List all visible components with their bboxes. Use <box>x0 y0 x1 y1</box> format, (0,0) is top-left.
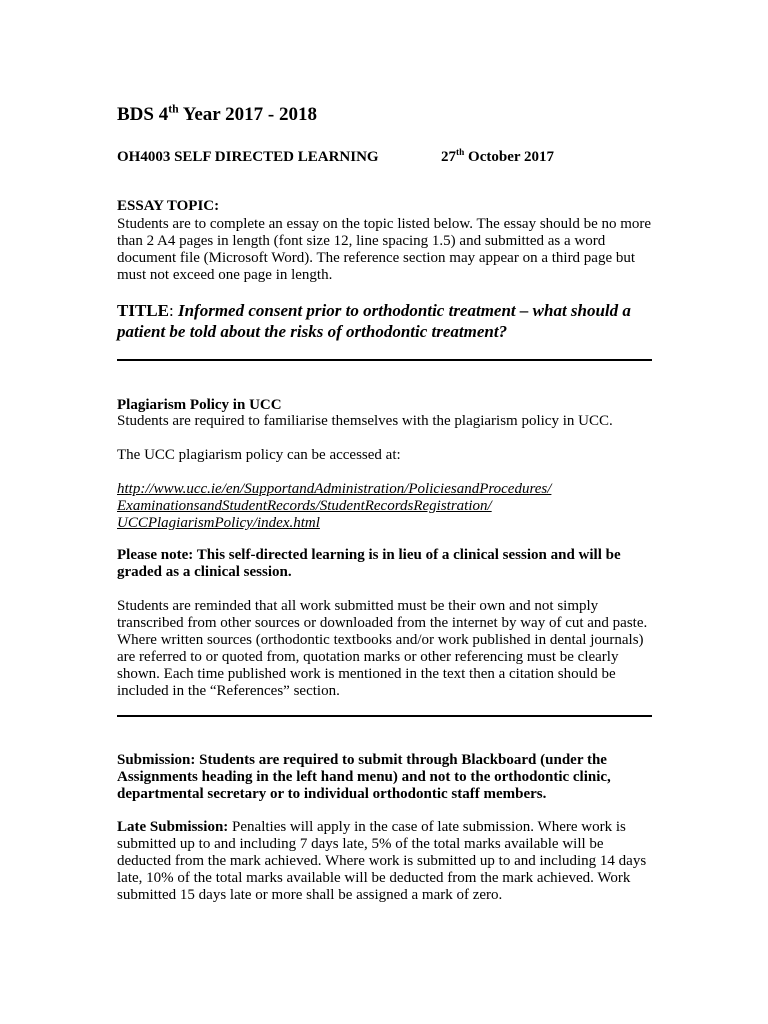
essay-topic-body: Students are to complete an essay on the topic listed below. The essay should be no more than 2 A4 pages in length (font size 12, line spacing 1.5) and submitted as a word document file (Microsoft Word). The reference section may appear on a third page but must not exceed one page in length. <box>117 216 652 283</box>
plagiarism-policy-link[interactable] <box>117 481 652 532</box>
link-line[interactable]: ExaminationsandStudentRecords/StudentRecordsRegistration/ <box>117 498 492 514</box>
link-line[interactable]: UCCPlagiarismPolicy/index.html <box>117 515 320 531</box>
reminder-paragraph: Students are reminded that all work submitted must be their own and not simply transcribed from other sources or downloaded from the internet by way of cut and paste. Where written sources (orthodontic textbooks and/or work published in dental journals) are referred to or quoted from, quotation marks or other referencing must be clearly shown. Each time published work is mentioned in the text then a citation should be included in the “References” section. <box>117 598 648 699</box>
essay-title-text: Informed consent prior to orthodontic treatment – what should a patient be told about the risks of orthodontic treatment? <box>117 301 631 341</box>
section-divider <box>117 715 652 717</box>
section-divider <box>117 359 652 361</box>
page-title <box>117 102 652 128</box>
course-row <box>117 148 652 166</box>
plagiarism-heading: Plagiarism Policy in UCC <box>117 397 282 413</box>
submission-paragraph: Submission: Students are required to submit through Blackboard (under the Assignments heading in the left hand menu) and not to the orthodontic clinic, departmental secretary or to individual orthodontic staff members. <box>117 752 611 802</box>
link-line[interactable]: http://www.ucc.ie/en/SupportandAdministration/PoliciesandProcedures/ <box>117 481 552 497</box>
essay-topic-heading: ESSAY TOPIC: <box>117 198 220 214</box>
late-submission-text: Penalties will apply in the case of late submission. Where work is submitted up to and including 7 days late, 5% of the total marks available will be deducted from the mark achieved. Where work is submitted up to and including 14 days late, 10% of the total marks available will be deducted from the mark achieved. Work submitted 15 days late or more shall be assigned a mark of zero. <box>117 819 647 903</box>
essay-title-colon: : <box>168 301 178 320</box>
date-day: 27 <box>441 149 456 165</box>
date-month-year: October 2017 <box>464 149 554 165</box>
course-code: OH4003 SELF DIRECTED LEARNING <box>117 149 379 165</box>
late-submission-paragraph <box>117 819 652 904</box>
please-note: Please note: This self-directed learning is in lieu of a clinical session and will be graded as a clinical session. <box>117 547 621 580</box>
plagiarism-access-text: The UCC plagiarism policy can be accessed at: <box>117 447 401 463</box>
plagiarism-body: Students are required to familiarise themselves with the plagiarism policy in UCC. <box>117 413 613 429</box>
essay-title <box>117 300 652 342</box>
date-superscript: th <box>456 148 465 158</box>
document-date <box>441 148 554 166</box>
late-submission-label: Late Submission: <box>117 819 229 835</box>
title-text: BDS 4 <box>117 104 169 125</box>
title-text-year: Year 2017 - 2018 <box>178 104 317 125</box>
essay-title-label: TITLE <box>117 301 169 320</box>
title-superscript: th <box>168 102 179 116</box>
